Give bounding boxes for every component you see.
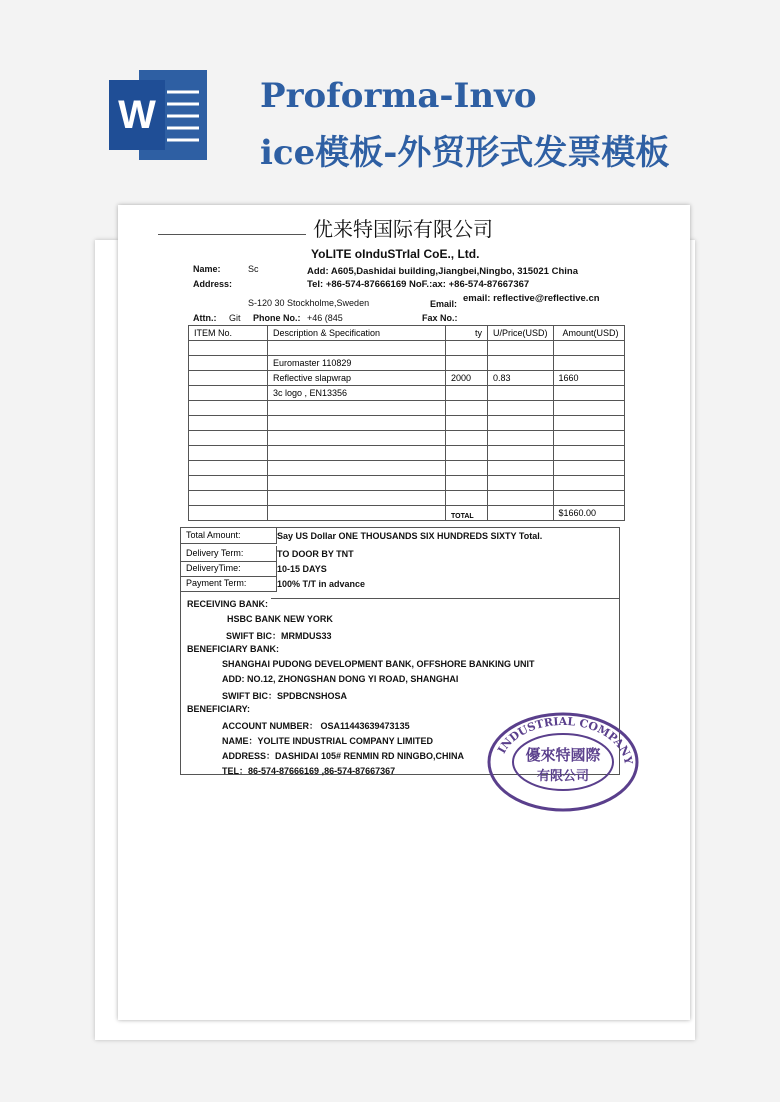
table-cell <box>189 431 268 446</box>
term-label: Total Amount: <box>181 528 277 544</box>
table-cell <box>488 506 554 521</box>
table-cell: $1660.00 <box>553 506 624 521</box>
column-header: U/Price(USD) <box>488 326 554 341</box>
table-cell <box>268 431 446 446</box>
address-label: Address: <box>193 279 233 289</box>
table-cell <box>446 341 488 356</box>
divider <box>158 234 306 235</box>
table-cell: 1660 <box>553 371 624 386</box>
table-cell <box>446 446 488 461</box>
table-cell <box>268 461 446 476</box>
receiving-bank-name: HSBC BANK NEW YORK <box>227 614 333 624</box>
table-cell <box>446 416 488 431</box>
beneficiary-name: NAME：YOLITE INDUSTRIAL COMPANY LIMITED <box>222 736 434 746</box>
table-cell <box>189 461 268 476</box>
email-label: Email: <box>430 299 458 309</box>
table-cell <box>488 446 554 461</box>
table-row <box>189 356 625 371</box>
term-value: Say US Dollar ONE THOUSANDS SIX HUNDREDS SIXTY Total. <box>277 531 543 541</box>
beneficiary-address: ADDRESS：DASHIDAI 105# RENMIN RD NINGBO,CHINA <box>222 751 465 761</box>
table-cell <box>268 401 446 416</box>
attn-label: Attn.: <box>193 313 217 323</box>
table-header <box>189 326 625 341</box>
table-row <box>189 446 625 461</box>
table-cell: 3c logo , EN13356 <box>268 386 446 401</box>
term-value: 10-15 DAYS <box>277 564 327 574</box>
beneficiary-tel: TEL：86-574-87666169 ,86-574-87667367 <box>222 766 396 776</box>
svg-text:W: W <box>118 93 156 137</box>
table-cell: 2000 <box>446 371 488 386</box>
table-cell: TOTAL <box>446 506 488 521</box>
table-cell <box>189 356 268 371</box>
table-cell <box>446 386 488 401</box>
svg-text:優來特國際: 優來特國際 <box>525 747 601 764</box>
table-cell <box>446 461 488 476</box>
table-cell <box>268 446 446 461</box>
table-cell <box>189 386 268 401</box>
term-label: DeliveryTime: <box>181 561 277 577</box>
table-cell <box>488 356 554 371</box>
table-cell <box>488 491 554 506</box>
table-row <box>189 416 625 431</box>
table-row <box>189 401 625 416</box>
term-value: TO DOOR BY TNT <box>277 549 354 559</box>
column-header: Amount(USD) <box>553 326 624 341</box>
beneficiary-bank-address: ADD: NO.12, ZHONGSHAN DONG YI ROAD, SHANGHAI <box>222 674 459 684</box>
account-number: ACCOUNT NUMBER： OSA11443639473135 <box>222 721 410 731</box>
table-cell <box>268 491 446 506</box>
table-row <box>189 386 625 401</box>
table-cell <box>488 461 554 476</box>
table-cell <box>268 476 446 491</box>
column-header: Description & Specification <box>268 326 446 341</box>
table-cell: Euromaster 110829 <box>268 356 446 371</box>
table-cell <box>189 491 268 506</box>
company-stamp <box>487 712 639 812</box>
table-cell <box>488 431 554 446</box>
term-label: Payment Term: <box>181 576 277 592</box>
table-cell: 0.83 <box>488 371 554 386</box>
svg-text:INDUSTRIAL COMPANY: INDUSTRIAL COMPANY <box>495 714 635 766</box>
name-label: Name: <box>193 264 221 274</box>
table-cell <box>446 476 488 491</box>
address-value: S-120 30 Stockholme,Sweden <box>248 298 370 308</box>
company-tel: Tel: +86-574-87666169 NoF.:ax: +86-574-87667367 <box>307 279 530 290</box>
table-row <box>189 371 625 386</box>
beneficiary-bank-label: BENEFICIARY BANK: <box>187 644 280 654</box>
table-cell <box>553 461 624 476</box>
table-cell <box>553 431 624 446</box>
table-cell <box>488 416 554 431</box>
column-header: ty <box>446 326 488 341</box>
phone-label: Phone No.: <box>253 313 301 323</box>
table-cell <box>553 491 624 506</box>
attn-value: Git <box>229 313 241 323</box>
company-cn-name: 优来特国际有限公司 <box>313 219 493 241</box>
page-title: Proforma-Invo ice模板-外贸形式发票模板 <box>260 76 670 173</box>
table-cell <box>268 341 446 356</box>
items-table <box>188 325 625 521</box>
table-row <box>189 461 625 476</box>
table-cell <box>189 341 268 356</box>
table-row <box>189 431 625 446</box>
table-cell <box>488 401 554 416</box>
term-label: Delivery Term: <box>181 546 277 562</box>
table-cell <box>488 341 554 356</box>
table-cell <box>189 446 268 461</box>
table-cell <box>189 401 268 416</box>
beneficiary-label: BENEFICIARY: <box>187 704 250 714</box>
company-email: email: reflective@reflective.cn <box>463 293 600 304</box>
receiving-bank-label: RECEIVING BANK: <box>187 599 269 609</box>
beneficiary-bank-swift: SWIFT BIC：SPDBCNSHOSA <box>222 691 348 701</box>
column-header: ITEM No. <box>189 326 268 341</box>
table-cell <box>446 491 488 506</box>
table-cell <box>446 356 488 371</box>
table-cell <box>189 371 268 386</box>
table-cell: Reflective slapwrap <box>268 371 446 386</box>
phone-value: +46 (845 <box>307 313 343 323</box>
table-row <box>189 341 625 356</box>
table-cell <box>446 401 488 416</box>
table-row <box>189 506 625 521</box>
table-cell <box>553 446 624 461</box>
svg-text:有限公司: 有限公司 <box>536 768 590 783</box>
table-cell <box>488 476 554 491</box>
term-value: 100% T/T in advance <box>277 579 366 589</box>
table-cell <box>553 401 624 416</box>
table-cell <box>553 416 624 431</box>
table-cell <box>268 416 446 431</box>
table-row <box>189 491 625 506</box>
word-logo-icon <box>109 70 207 160</box>
table-cell <box>446 431 488 446</box>
beneficiary-bank-name: SHANGHAI PUDONG DEVELOPMENT BANK, OFFSHORE BANKING UNIT <box>222 659 535 669</box>
table-cell <box>189 506 268 521</box>
table-cell <box>553 386 624 401</box>
table-cell <box>268 506 446 521</box>
receiving-bank-swift: SWIFT BIC：MRMDUS33 <box>226 631 332 641</box>
table-cell <box>553 341 624 356</box>
company-address: Add: A605,Dashidai building,Jiangbei,Ningbo, 315021 China <box>307 266 578 277</box>
table-cell <box>189 416 268 431</box>
table-cell <box>189 476 268 491</box>
fax-label: Fax No.: <box>422 313 458 323</box>
table-row <box>189 476 625 491</box>
company-en-name: YoLITE oInduSTrIal CoE., Ltd. <box>311 247 480 261</box>
table-cell <box>488 386 554 401</box>
table-cell <box>553 356 624 371</box>
name-value: Sc <box>248 264 259 274</box>
table-cell <box>553 476 624 491</box>
